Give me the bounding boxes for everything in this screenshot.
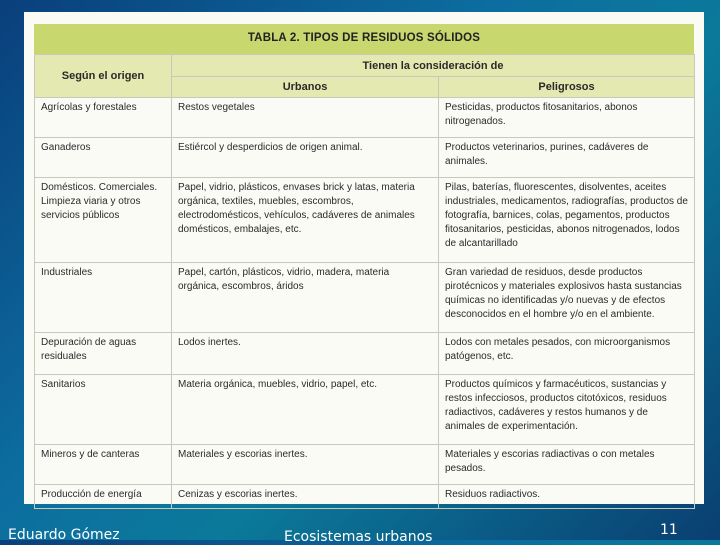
cell-origin: Agrícolas y forestales <box>35 98 172 138</box>
table-row <box>35 98 695 138</box>
table-row <box>35 485 695 509</box>
header-dangerous: Peligrosos <box>439 77 695 98</box>
table-title-bar <box>34 24 694 54</box>
footer-author: Eduardo Gómez <box>8 527 120 543</box>
header-urban: Urbanos <box>172 77 439 98</box>
table-row <box>35 333 695 375</box>
cell-dangerous: Pesticidas, productos fitosanitarios, abonos nitrogenados. <box>439 98 695 138</box>
cell-urban: Restos vegetales <box>172 98 439 138</box>
cell-dangerous: Materiales y escorias radiactivas o con metales pesados. <box>439 445 695 485</box>
cell-origin: Sanitarios <box>35 375 172 445</box>
cell-origin: Producción de energía <box>35 485 172 509</box>
footer-title: Ecosistemas urbanos <box>284 529 433 545</box>
cell-urban: Estiércol y desperdicios de origen animal. <box>172 138 439 178</box>
residues-table <box>34 54 695 509</box>
header-group: Tienen la consideración de <box>172 55 695 77</box>
cell-origin: Mineros y de canteras <box>35 445 172 485</box>
cell-origin: Industriales <box>35 263 172 333</box>
table-row <box>35 445 695 485</box>
header-origin: Según el origen <box>35 55 172 98</box>
cell-dangerous: Productos químicos y farmacéuticos, sustancias y restos infecciosos, productos citotóxicos, residuos radiactivos, cadáveres y restos humanos y de animales de experimentación. <box>439 375 695 445</box>
table-row <box>35 375 695 445</box>
cell-origin: Domésticos. Comerciales. Limpieza viaria y otros servicios públicos <box>35 178 172 263</box>
cell-urban: Lodos inertes. <box>172 333 439 375</box>
cell-dangerous: Gran variedad de residuos, desde productos pirotécnicos y materiales explosivos hasta sustancias químicas no identificadas y/o nuevas y de efectos desconocidos en el hombre y/o en el ambiente. <box>439 263 695 333</box>
cell-urban: Papel, vidrio, plásticos, envases brick y latas, materia orgánica, textiles, muebles, escombros, electrodomésticos, vehículos, cadáveres de animales domésticos, embalajes, etc. <box>172 178 439 263</box>
table-row <box>35 138 695 178</box>
cell-dangerous: Residuos radiactivos. <box>439 485 695 509</box>
cell-dangerous: Pilas, baterías, fluorescentes, disolventes, aceites industriales, medicamentos, radiografías, productos de fotografía, barnices, colas, pegamentos, productos fitosanitarios, pesticidas, abonos nitrogenados, lodos de alcantarillado <box>439 178 695 263</box>
cell-dangerous: Productos veterinarios, purines, cadáveres de animales. <box>439 138 695 178</box>
page-number: 11 <box>660 522 678 538</box>
table-sheet <box>24 12 704 504</box>
table-row <box>35 178 695 263</box>
table-title: TABLA 2. TIPOS DE RESIDUOS SÓLIDOS <box>247 32 481 44</box>
cell-urban: Materiales y escorias inertes. <box>172 445 439 485</box>
cell-urban: Papel, cartón, plásticos, vidrio, madera, materia orgánica, escombros, áridos <box>172 263 439 333</box>
cell-origin: Depuración de aguas residuales <box>35 333 172 375</box>
table-row <box>35 263 695 333</box>
cell-urban: Materia orgánica, muebles, vidrio, papel, etc. <box>172 375 439 445</box>
cell-dangerous: Lodos con metales pesados, con microorganismos patógenos, etc. <box>439 333 695 375</box>
cell-origin: Ganaderos <box>35 138 172 178</box>
cell-urban: Cenizas y escorias inertes. <box>172 485 439 509</box>
